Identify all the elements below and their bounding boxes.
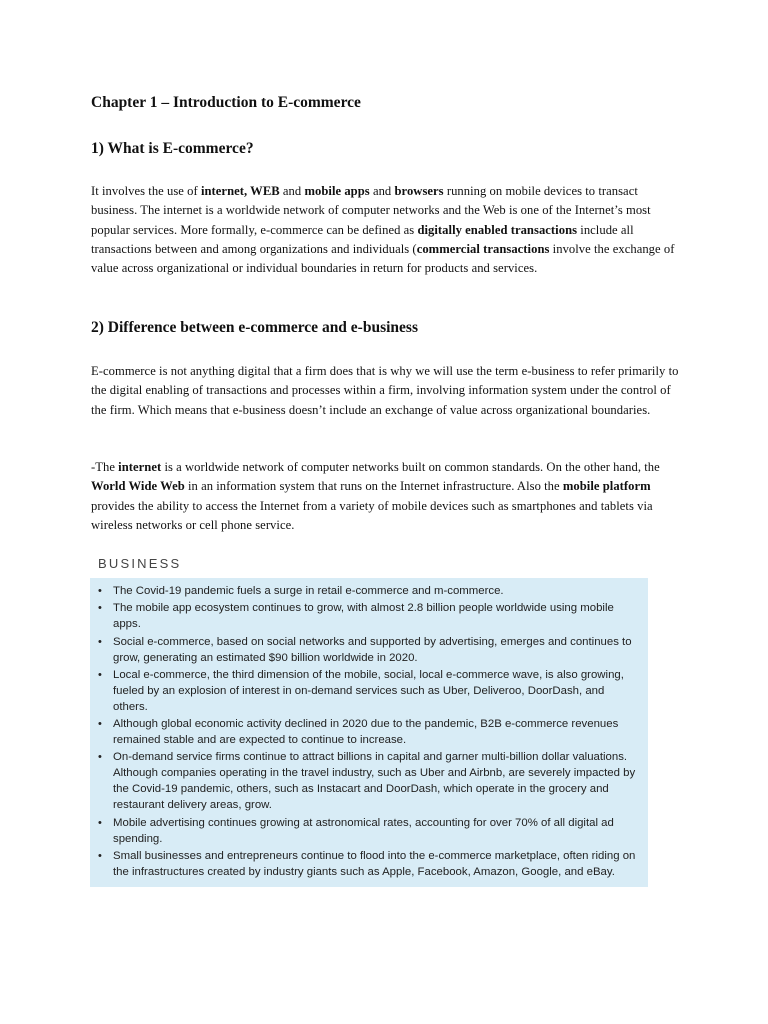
bullet-item [96,600,640,632]
text-run: is a worldwide network of computer networks built on common standards. On the other hand, the [161,460,660,474]
text-run: running on mobile devices to transact business. The internet is a worldwide network of computer networks and the Web is one of the Internet’s most popular services. More formally, e-commerce can be defined as [91,184,651,237]
chapter-title: Chapter 1 – Introduction to E-commerce [91,94,361,111]
bullet-icon: • [98,668,102,681]
bullet-item [96,815,640,847]
bold-term-browsers: browsers [394,184,444,198]
paragraph-ebusiness: E-commerce is not anything digital that a firm does that is why we will use the term e-business to refer primarily to the digital enabling of transactions and processes within a firm, involving information system under the control of the firm. Which means that e-business doesn’t include an exchange of value across organizational boundaries. [91,364,679,417]
bullet-text: The Covid-19 pandemic fuels a surge in retail e-commerce and m-commerce. [113,585,504,597]
bold-term-internet: internet [118,460,162,474]
bullet-item [96,583,640,599]
bullet-icon: • [98,751,102,764]
bullet-item [96,848,640,880]
bold-term-world-wide-web: World Wide Web [91,479,185,494]
bullet-text: Local e-commerce, the third dimension of the mobile, social, local e-commerce wave, is also growing, fueled by an explosion of interest in on-demand services such as Uber, Deliveroo, DoorDash, and others. [113,668,624,713]
text-run: in an information system that runs on the Internet infrastructure. Also the [184,479,563,494]
bullet-icon: • [98,635,102,648]
text-run: provides the ability to access the Internet from a variety of mobile devices such as smartphones and tablets via wireless networks or cell phone service. [91,498,653,532]
bullet-icon: • [98,718,102,731]
section-heading-what-is-ecommerce: 1) What is E-commerce? [91,140,254,157]
bullet-text: Small businesses and entrepreneurs continue to flood into the e-commerce marketplace, often riding on the infrastructures created by industry giants such as Apple, Facebook, Amazon, Google, and eBay. [113,850,636,879]
business-bullet-box [90,578,648,887]
bullet-text: Social e-commerce, based on social networks and supported by advertising, emerges and continues to grow, generating an estimated $90 billion worldwide in 2020. [113,635,632,664]
paragraph-ecommerce-definition [91,182,681,278]
text-run: involve the exchange of value across organizational or individual boundaries in return for products and services. [91,241,675,276]
text-run: -The [91,460,119,474]
bold-term-digitally-enabled-transactions: digitally enabled transactions [417,222,578,237]
bullet-text: Although global economic activity declined in 2020 due to the pandemic, B2B e-commerce revenues remained stable and are expected to continue to increase. [113,718,619,747]
business-figure [90,554,648,887]
bold-term-mobile-apps: mobile apps [304,184,370,198]
section-heading-difference: 2) Difference between e-commerce and e-business [91,319,418,336]
bullet-text: Mobile advertising continues growing at astronomical rates, accounting for over 70% of all digital ad spending. [113,816,614,845]
bold-term-internet-web: internet, WEB [200,184,280,198]
bullet-icon: • [98,602,102,615]
bullet-item [96,634,640,666]
bullet-icon: • [98,850,102,863]
bullet-icon: • [98,816,102,829]
bullet-icon: • [98,585,102,597]
business-figure-title: BUSINESS [98,556,182,571]
text-run: and [369,184,395,198]
bullet-item [96,667,640,715]
business-bullet-list [96,583,640,880]
bullet-text: The mobile app ecosystem continues to grow, with almost 2.8 billion people worldwide using mobile apps. [113,602,614,631]
text-run: and [279,184,305,198]
text-run: include all transactions between and among organizations and individuals ( [91,222,634,256]
paragraph-internet-web-mobile [91,458,681,535]
bullet-item [96,716,640,748]
bold-term-commercial-transactions: commercial transactions [416,241,550,256]
bullet-item [96,749,640,813]
bullet-text: On-demand service firms continue to attract billions in capital and garner multi-billion dollar valuations. Although companies operating in the travel industry, such as Uber and Airbnb, are severely impacted by the Covid-19 pandemic, others, such as Instacart and DoorDash, which operate in the grocery and restaurant delivery areas, grow. [113,751,636,812]
text-run: It involves the use of [91,184,201,198]
bold-term-mobile-platform: mobile platform [562,479,651,494]
